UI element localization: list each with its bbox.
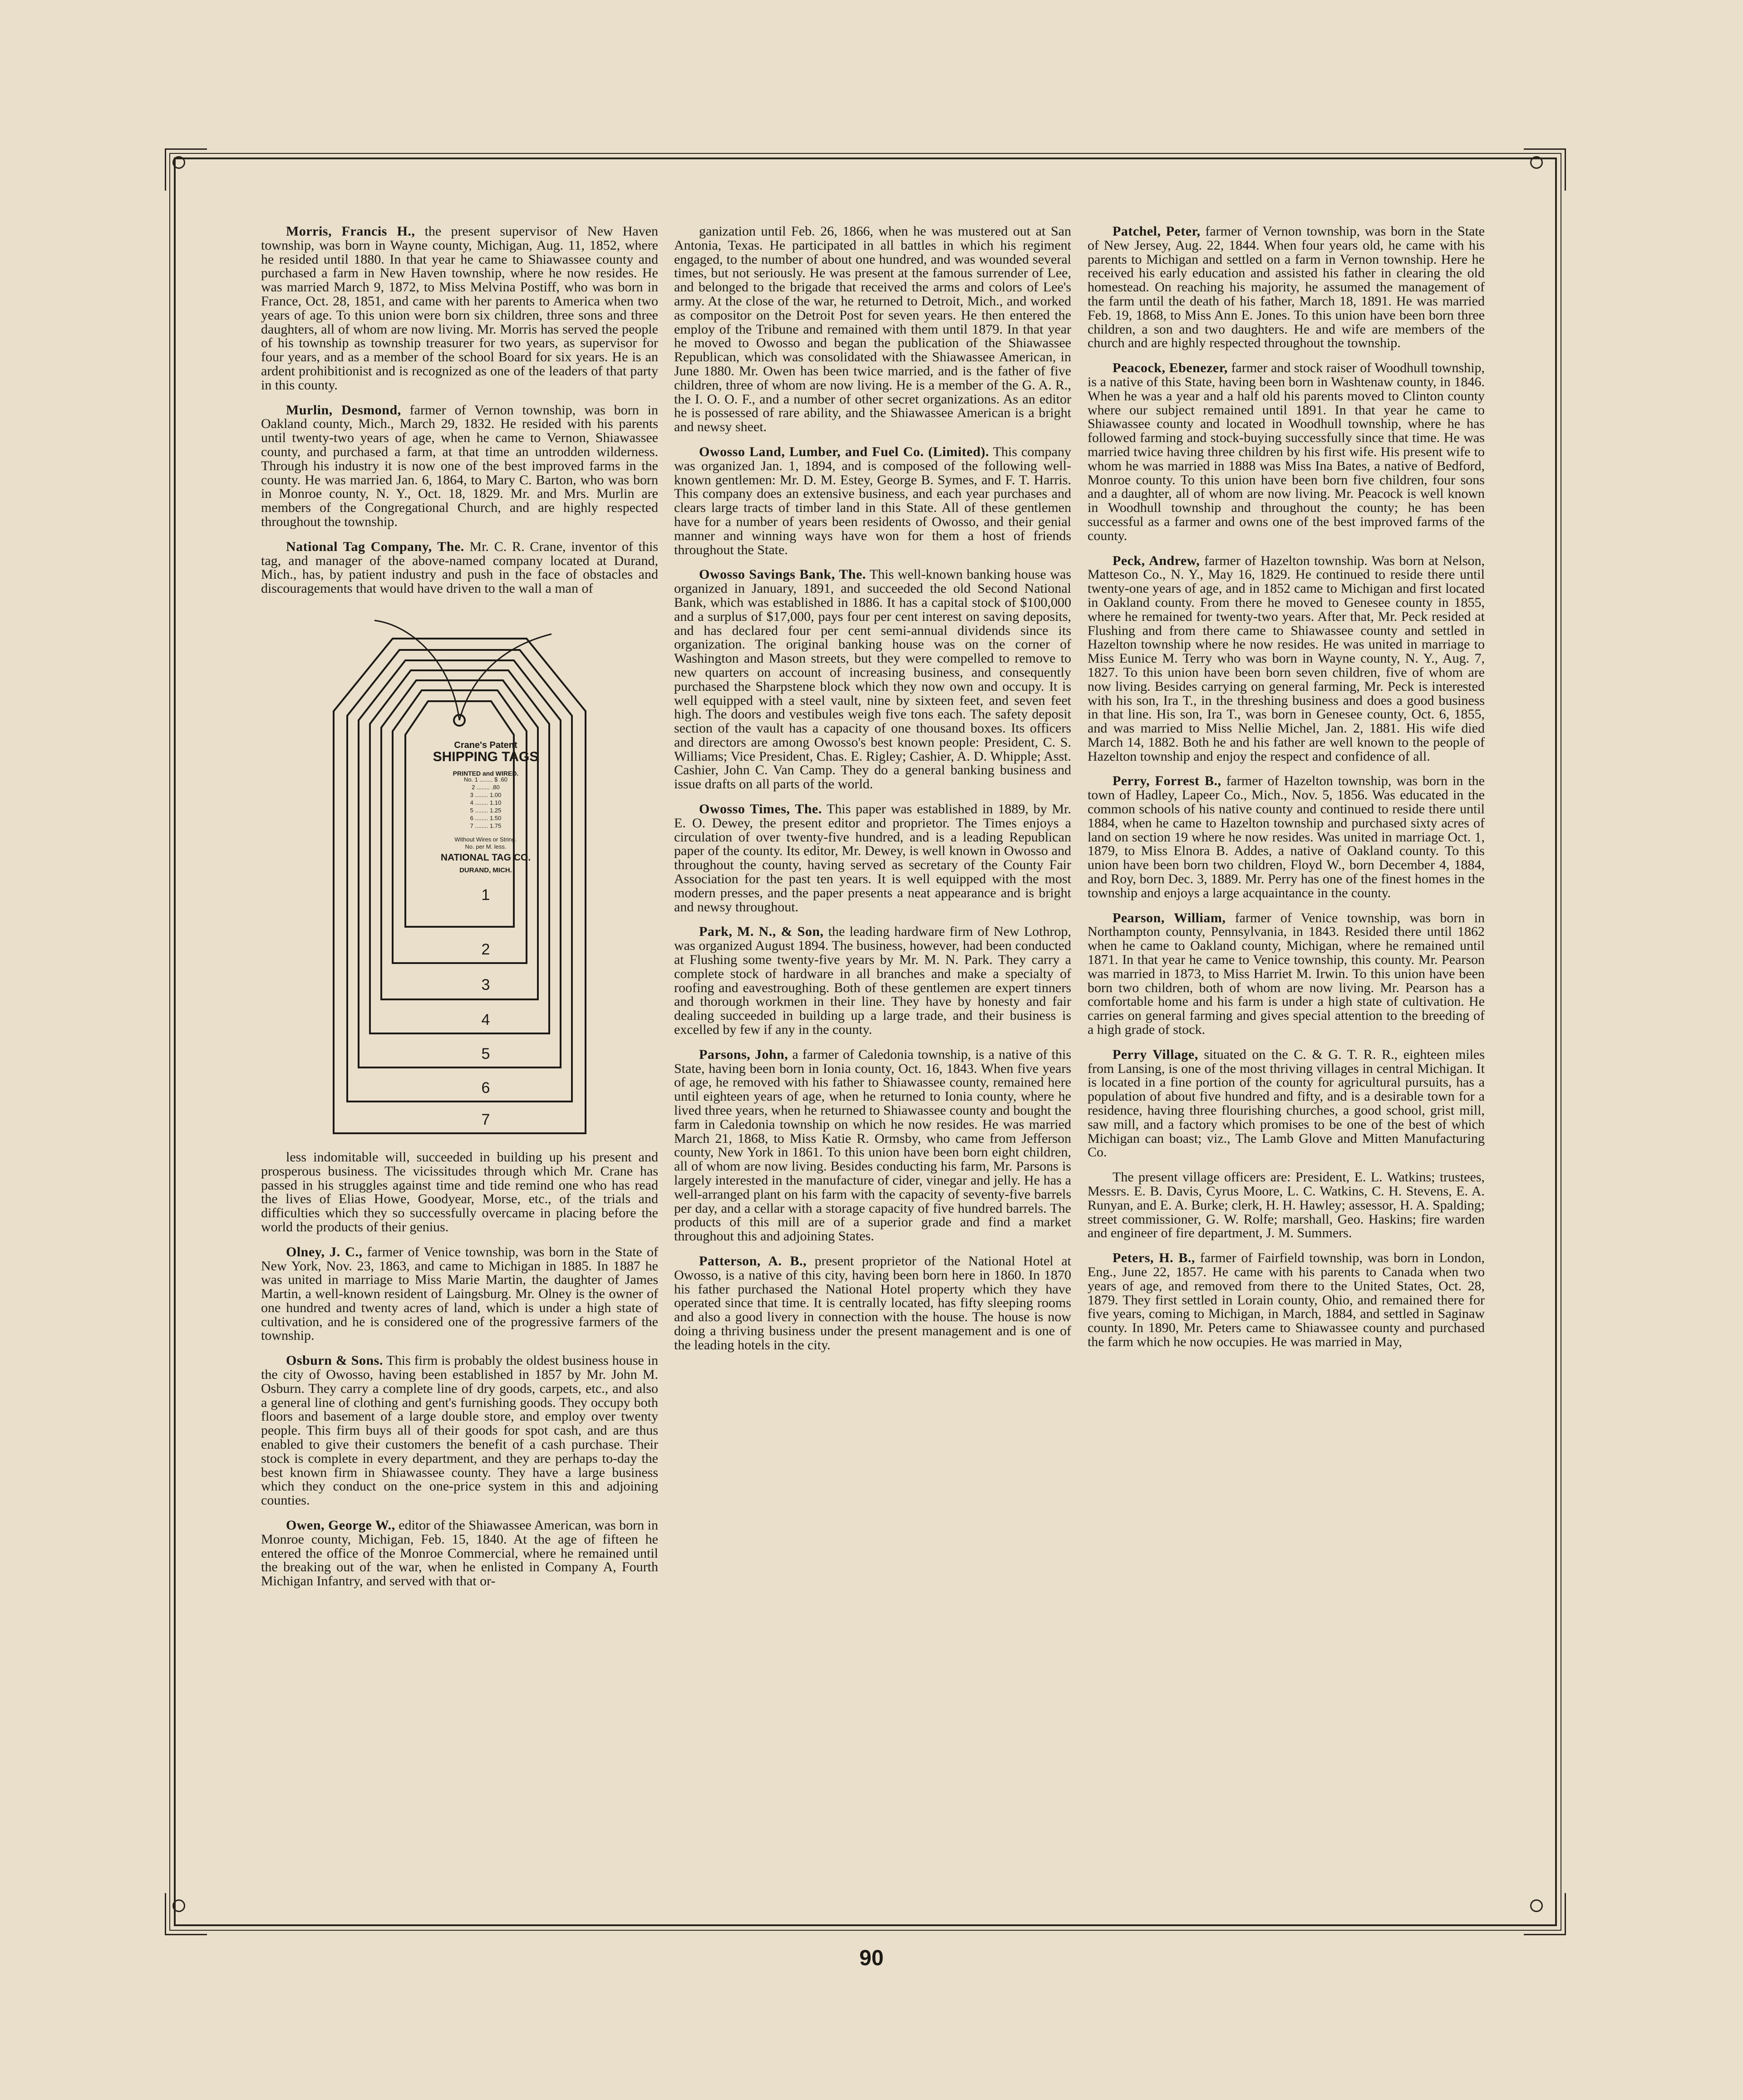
tag-price-row: 5 ........ 1.25 [470, 807, 502, 814]
entry-heading: Owosso Land, Lumber, and Fuel Co. (Limited). [699, 444, 989, 459]
text-column-3 [1088, 225, 1485, 1360]
entry-owosso-savings [674, 568, 1071, 792]
entry-text: farmer of Hazelton township. Was born at Nelson, Matteson Co., N. Y., May 16, 1829. He continued to reside there until twenty-one years of age, and in 1852 came to Michigan and first located in Oakland county. From there he moved to Genesee county in 1855, where he remained for twenty-two years. After that, Mr. Peck resided at Flushing and from there came to Shiawassee county and settled in Hazelton township where he now resides. He was united in marriage to Miss Eunice M. Terry who was born in Wayne county, N. Y., Aug. 7, 1827. To this union have been born seven children, five of whom are now living. Besides carrying on general farming, Mr. Peck is interested with his son, Ira T., in the threshing business and does a good business in that line. His son, Ira T., was born in Genesee county, Oct. 6, 1855, and was married to Miss Nellie Michel, Jan. 2, 1881. His wife died March 14, 1882. Both he and his father are well known to the people of Hazelton township and enjoy the respect and confidence of all. [1088, 553, 1485, 764]
tag-size-number: 1 [481, 886, 490, 904]
tag-size-number: 7 [481, 1111, 490, 1128]
page-number: 90 [859, 1946, 884, 1970]
tag-price-row: 7 ........ 1.75 [470, 822, 502, 829]
entry-olney [261, 1245, 658, 1343]
entry-owosso-land [674, 445, 1071, 557]
entry-peacock [1088, 361, 1485, 543]
entry-heading: Osburn & Sons. [286, 1353, 383, 1368]
tag-size-number: 3 [481, 976, 490, 993]
entry-heading: Peck, Andrew, [1113, 553, 1200, 568]
entry-national-tag [261, 540, 658, 596]
text-column-2 [674, 225, 1071, 1363]
tag-label-less: No. per M. less. [465, 843, 507, 850]
entry-heading: Perry, Forrest B., [1113, 773, 1221, 789]
entry-text: This firm is probably the oldest business house in the city of Owosso, having been established in 1857 by Mr. John M. Osburn. They carry a complete line of dry goods, carpets, etc., and also a general line of clothing and gent's furnishing goods. They occupy both floors and basement of a large double store, and employ over twenty people. This firm buys all of their goods for spot cash, and are thus enabled to give their customers the benefit of a cash purchase. Their stock is complete in every department, and they are perhaps to-day the best known firm in Shiawassee county. They have a large business which they conduct on the one-price system in this and adjoining counties. [261, 1353, 658, 1508]
entry-text: This paper was established in 1889, by Mr. E. O. Dewey, the present editor and proprietor. The Times enjoys a circulation of over twenty-five hundred, and is a leading Republican paper of the county. Its editor, Mr. Dewey, is well known in Owosso and throughout the county, having served as secretary of the County Fair Association for the past ten years. It is well equipped with the most modern presses, and the paper presents a neat appearance and is bright and newsy throughout. [674, 802, 1071, 915]
entry-heading: Perry Village, [1113, 1047, 1198, 1062]
entry-text: farmer of Venice township, was born in the State of New York, Nov. 23, 1863, and came to Michigan in 1885. In 1887 he was united in marriage to Miss Marie Martin, the daughter of James Martin, a well-known resident of Laingsburg. Mr. Olney is the owner of one hundred and twenty acres of land, which is under a high state of cultivation, and he is considered one of the progressive farmers of the township. [261, 1244, 658, 1343]
entry-text: present proprietor of the National Hotel at Owosso, is a native of this city, having been born here in 1860. In 1870 his father purchased the National Hotel property which they have operated since that time. It is centrally located, has fifty sleeping rooms and also a good livery in connection with the house. The house is now doing a thriving business under the present management and is one of the leading hotels in the city. [674, 1253, 1071, 1352]
corner-ornament-icon [1524, 1893, 1566, 1935]
tag-price-row: No. 1 ........ $ .60 [463, 776, 508, 783]
tag-label-place: DURAND, MICH. [459, 866, 512, 874]
entry-heading: Olney, J. C., [286, 1244, 363, 1259]
entry-text: editor of the Shiawassee American, was born in Monroe county, Michigan, Feb. 15, 1840. At the age of fifteen he entered the office of the Monroe Commercial, where he remained until the breaking out of the war, when he enlisted in Company A, Fourth Michigan Infantry, and served with that or- [261, 1518, 659, 1589]
entry-peck [1088, 554, 1485, 764]
tag-price-list [429, 776, 542, 830]
entry-owen-continued [674, 225, 1071, 434]
entry-murlin [261, 403, 658, 529]
entry-national-tag-continued [261, 1151, 658, 1234]
entry-heading: Patterson, A. B., [699, 1253, 807, 1269]
entry-heading: Owen, George W., [286, 1518, 395, 1533]
entry-heading: Park, M. N., & Son, [699, 924, 824, 939]
entry-heading: Murlin, Desmond, [286, 402, 401, 418]
entry-text: The present village officers are: President, E. L. Watkins; trustees, Messrs. E. B. Davis, Cyrus Moore, L. C. Watkins, C. H. Stevens, E. A. Runyan, and E. A. Burke; clerk, H. H. Hawley; assessor, H. A. Spalding; street commissioner, G. W. Rolfe; marshall, Geo. Haskins; fire warden and engineer of fire department, J. M. Summers. [1088, 1170, 1485, 1241]
tag-size-number: 4 [481, 1011, 490, 1028]
tag-size-number: 2 [481, 940, 490, 958]
entry-heading: Pearson, William, [1113, 910, 1226, 925]
entry-heading: Parsons, John, [699, 1047, 788, 1062]
entry-osburn [261, 1354, 658, 1508]
entry-heading: National Tag Company, The. [286, 539, 464, 554]
entry-text: the leading hardware firm of New Lothrop, was organized August 1894. The business, however, had been conducted at Flushing some twenty-five years by Mr. M. N. Park. They carry a complete stock of hardware in all branches and make a specialty of roofing and eavestroughing. Both of these gentlemen are expert tinners and thorough workmen in their line. They have by honesty and fair dealing succeeded in building up a large trade, and their business is excelled by few if any in the county. [674, 924, 1072, 1038]
entry-heading: Owosso Times, The. [699, 802, 822, 817]
entry-heading: Patchel, Peter, [1113, 224, 1201, 239]
tag-label-wires: Without Wires or String. [454, 836, 517, 843]
entry-park [674, 925, 1071, 1037]
entry-text: a farmer of Caledonia township, is a native of this State, having been born in Ionia county, Oct. 16, 1843. When five years of age, he removed with his father to Shiawassee county, remained here until eighteen years of age, when he returned to Ionia county, where he lived three years, when he returned to Shiawassee county and bought the farm in Caledonia township on which he now resides. He was married March 21, 1868, to Miss Katie R. Ormsby, who came from Jefferson county, New York in 1861. To this union have been born eight children, all of whom are now living. Besides conducting his farm, Mr. Parsons is largely interested in the manufacture of cider, vinegar and jelly. He has a well-arranged plant on his farm with the capacity of seventy-five barrels per day, and a cellar with a storage capacity of five hundred barrels. The products of this mill are of a superior grade and find a market throughout this and adjoining States. [674, 1047, 1072, 1244]
entry-owen [261, 1519, 658, 1589]
entry-text: less indomitable will, succeeded in building up his present and prosperous business. The vicissitudes through which Mr. Crane has passed in his struggles against time and tide remind one who has read the lives of Elias Howe, Goodyear, Morse, etc., of the trials and difficulties which they so successfully overcame in placing before the world the products of their genius. [261, 1149, 658, 1234]
entry-text: farmer of Fairfield township, was born in London, Eng., June 22, 1857. He came with his parents to Canada when two years of age, and removed from there to the United States, Oct. 28, 1879. They first settled in Lorain county, Ohio, and remained there for five years, coming to Michigan, in March, 1884, and settled in Saginaw county. In 1890, Mr. Peters came to Shiawassee county and purchased the farm which he now occupies. He was married in May, [1088, 1250, 1485, 1349]
entry-heading: Peacock, Ebenezer, [1113, 360, 1228, 376]
entry-text: situated on the C. & G. T. R. R., eighteen miles from Lansing, is one of the most thriving villages in central Michigan. It is located in a fine portion of the county for agricultural pursuits, has a population of about five hundred and fifty, and is a desirable town for a residence, having three flourishing churches, a good school, grist mill, saw mill, and a factory which promises to be one of the best of which Michigan can boast; viz., The Lamb Glove and Mitten Manufacturing Co. [1088, 1047, 1485, 1160]
entry-patterson [674, 1254, 1071, 1352]
tag-label-printed: PRINTED and WIRED. [453, 769, 519, 777]
entry-parsons [674, 1048, 1071, 1244]
entry-morris [261, 225, 658, 393]
entry-text: farmer of Venice township, was born in Northampton county, Pennsylvania, in 1843. Resided there until 1862 when he came to Oakland county, Michigan, where he remained until 1871. In that year he came to Venice township, this county. Mr. Pearson was married in 1873, to Miss Harriet M. Irwin. To this union have been born two children, both of whom are now living. Mr. Pearson has a comfortable home and his farm is under a high state of cultivation. He carries on general farming and gives special attention to the breeding of a high grade of stock. [1088, 910, 1485, 1038]
tag-label-patent: Crane's Patent [454, 740, 517, 750]
entry-perry-village-officers [1088, 1170, 1485, 1240]
entry-text: This company was organized Jan. 1, 1894, and is composed of the following well-known gentlemen: Mr. D. M. Estey, George B. Symes, and F. T. Harris. This company does an extensive business, and each year purchases and clears large tracts of timber land in this State. All of these gentlemen have for a number of years been residents of Owosso, and their genial manner and winning ways have won for them a host of friends throughout the State. [674, 444, 1071, 557]
tag-size-number: 5 [481, 1045, 490, 1062]
shipping-tag-illustration [261, 607, 658, 1142]
entry-patchel [1088, 225, 1485, 350]
entry-heading: Owosso Savings Bank, The. [699, 567, 866, 582]
tag-size-number: 6 [481, 1079, 490, 1097]
entry-pearson [1088, 911, 1485, 1037]
entry-text: farmer of Vernon township, was born in Oakland county, Mich., March 29, 1832. He resided with his parents until twenty-two years of age, when he came to Vernon, Shiawassee county, and purchased a farm, at that time an untrodden wilderness. Through his industry it is now one of the best improved farms in the county. He was married Jan. 6, 1864, to Mary C. Barton, who was born in Monroe county, N. Y., Oct. 18, 1829. Mr. and Mrs. Murlin are members of the Congregational Church, and are highly respected throughout the township. [261, 402, 659, 529]
tag-price-row: 6 ........ 1.50 [470, 814, 502, 821]
entry-text: the present supervisor of New Haven township, was born in Wayne county, Michigan, Aug. 11, 1852, where he resided until 1880. In that year he came to Shiawassee county and purchased a farm in New Haven township, where he now resides. He was married March 9, 1872, to Miss Melvina Postiff, who was born in France, Oct. 28, 1851, and came with her parents to America when two years of age. To this union were born six children, three sons and three daughters, all of whom are now living. Mr. Morris has served the people of his township as township treasurer for two years, as supervisor for four years, and as a member of the school Board for six years. He is an ardent prohibitionist and is recognized as one of the leaders of that party in this county. [261, 224, 658, 393]
corner-ornament-icon [165, 1893, 207, 1935]
entry-heading: Peters, H. B., [1113, 1250, 1195, 1266]
tag-price-row: 4 ........ 1.10 [470, 799, 502, 806]
entry-text: farmer of Vernon township, was born in the State of New Jersey, Aug. 22, 1844. When four years old, he came with his parents to Michigan and settled on a farm in Vernon township. Here he received his early education and assisted his father in clearing the old homestead. On reaching his majority, he assumed the management of the farm until the death of his father, March 18, 1891. He was married Feb. 19, 1868, to Miss Ann E. Jones. To this union have been born three children, a son and two daughters. He and wife are members of the church and are highly respected throughout the township. [1088, 224, 1485, 351]
corner-ornament-icon [165, 148, 207, 191]
entry-perry-forrest [1088, 774, 1485, 900]
entry-text: farmer of Hazelton township, was born in the town of Hadley, Lapeer Co., Mich., Nov. 5, 1856. Was educated in the common schools of his native county and continued to reside there until 1884, when he came to Hazelton township and purchased sixty acres of land on section 19 where he now resides. Was united in marriage Oct. 1, 1879, to Miss Elnora B. Addes, a native of Oakland county. To this union have been born two children, Floyd W., born December 4, 1884, and Roy, born Dec. 3, 1889. Mr. Perry has one of the finest homes in the township and enjoys a large acquaintance in the county. [1088, 773, 1485, 900]
entry-text: farmer and stock raiser of Woodhull township, is a native of this State, having been born in Washtenaw county, in 1846. When he was a year and a half old his parents moved to Clinton county where our subject remained until 1891. In that year he came to Shiawassee county and located in Woodhull township, where he has followed farming and stock-buying successfully since that time. He was married twice having three children by his first wife. His present wife to whom he was married in 1888 was Miss Ina Bates, a native of Bedford, Monroe county. To this union have been born five children, four sons and a daughter, all of whom are now living. Mr. Peacock is well known in Woodhull township and throughout the county; he has been successful as a farmer and owns one of the best improved farms of the county. [1088, 360, 1485, 543]
tag-price-row: 2 ........ .80 [472, 783, 500, 791]
tag-label-title: SHIPPING TAGS [433, 749, 539, 764]
text-column-1 [261, 225, 658, 1599]
tag-price-row: 3 ........ 1.00 [470, 791, 502, 798]
entry-text: Mr. C. R. Crane, inventor of this tag, and manager of the above-named company located at Durand, Mich., has, by patient industry and push in the face of obstacles and discouragements that would have driven to the wall a man of [261, 539, 658, 596]
entry-owosso-times [674, 802, 1071, 914]
corner-ornament-icon [1524, 148, 1566, 191]
entry-peters [1088, 1251, 1485, 1349]
entry-heading: Morris, Francis H., [286, 224, 415, 239]
entry-text: This well-known banking house was organized in January, 1891, and succeeded the old Second National Bank, which was established in 1886. It has a capital stock of $100,000 and a surplus of $17,000, pays four per cent interest on saving deposits, and has declared four per cent semi-annual dividends since its organization. The original banking house was on the corner of Washington and Mason streets, but they were compelled to remove to new quarters on account of increasing business, and consequently purchased the Sharpstene block which they now own and occupy. It is well equipped with a steel vault, nine by sixteen feet, and seven feet high. The doors and vestibules weigh five tons each. The safety deposit section of the vault has a capacity of one thousand boxes. Its officers and directors are among Owosso's best known people: President, C. S. Williams; Vice President, Chas. E. Rigley; Cashier, A. D. Whipple; Asst. Cashier, John C. Van Camp. They do a general banking business and issue drafts on all parts of the world. [674, 567, 1072, 792]
entry-perry-village [1088, 1048, 1485, 1160]
tag-label-company: NATIONAL TAG CO. [440, 852, 531, 863]
entry-text: ganization until Feb. 26, 1866, when he was mustered out at San Antonia, Texas. He participated in all battles in which his regiment engaged, to the number of about one hundred, and was wounded several times, but not seriously. He was present at the famous surrender of Lee, and belonged to the brigade that received the arms and colors of Lee's army. At the close of the war, he returned to Detroit, Mich., and worked as compositor on the Detroit Post for seven years. He then entered the employ of the Tribune and remained with them until 1879. In that year he moved to Owosso and began the publication of the Shiawassee Republican, which was consolidated with the Shiawassee American, in June 1880. Mr. Owen has been twice married, and is the father of five children, three of whom are now living. He is a member of the G. A. R., the I. O. O. F., and a number of other secret organizations. As an editor he is possessed of rare ability, and the Shiawassee American is a bright and newsy sheet. [674, 224, 1071, 435]
